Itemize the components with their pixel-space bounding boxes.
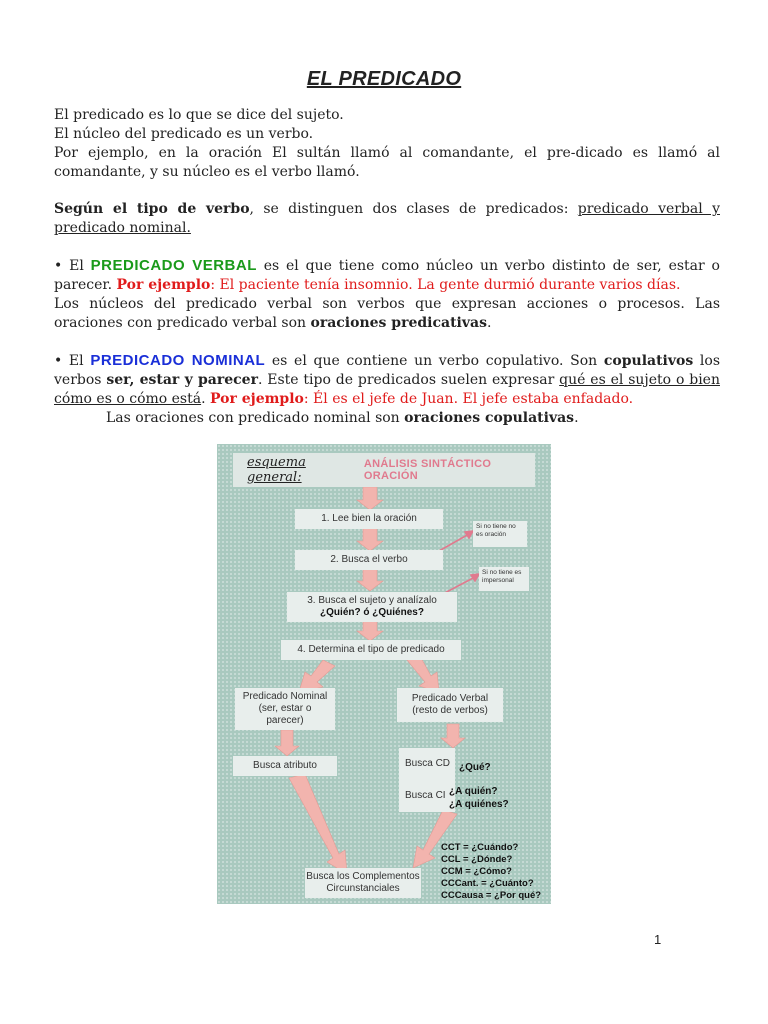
step-1-box <box>295 509 443 529</box>
arrow-icon <box>471 574 479 581</box>
arrow-down-right-icon <box>289 774 347 874</box>
step-3-question: ¿Quién? ó ¿Quiénes? <box>320 607 424 618</box>
tipos-lead: Según el tipo de verbo <box>54 201 250 217</box>
verbal-text-1: es el que tiene como núcleo un verbo distinto de ser, estar o parecer. <box>54 258 720 293</box>
verbal-ejemplo-text: : El paciente tenía insomnio. La gente durmió durante varios días. <box>210 277 681 293</box>
nominal-text-4: Las oraciones con predicado nominal son <box>106 410 405 426</box>
arrow-down-icon <box>275 730 299 756</box>
nominal-text-2: los verbos <box>54 353 721 388</box>
header-title: ANÁLISIS SINTÁCTICO ORACIÓN <box>363 458 492 482</box>
flowchart-header <box>233 453 535 487</box>
step-2-text: 2. Busca el verbo <box>330 554 408 565</box>
step-4-text: 4. Determina el tipo de predicado <box>297 644 445 655</box>
arrow-down-icon <box>441 724 465 748</box>
step-4-box <box>281 640 461 660</box>
nominal-underlined: qué es el sujeto o bien cómo es o cómo está <box>54 372 720 407</box>
verbal-box <box>397 688 503 722</box>
cd-text: Busca CD <box>405 758 451 769</box>
nominal-paragraph-2 <box>54 409 720 428</box>
note-no-oracion: Si no tiene no es oración <box>473 521 527 547</box>
cc-item: CCCant. = ¿Cuánto? <box>441 878 534 889</box>
tipos-text: , se distinguen dos clases de predicados: <box>249 201 578 217</box>
flowchart-image <box>217 444 551 904</box>
verbal-paragraph <box>54 256 720 295</box>
nominal-bold-2: ser, estar y parecer <box>106 372 258 388</box>
predicado-verbal-term: PREDICADO VERBAL <box>90 257 257 274</box>
verbal-dot: . <box>486 315 492 331</box>
intro-line-3: Por ejemplo, en la oración El sultán llamó al comandante, el pre-dicado es llamó al comandante, y su núcleo es el verbo llamó. <box>54 145 720 180</box>
intro-line-2: El núcleo del predicado es un verbo. <box>54 126 314 142</box>
nominal-ejemplo-label: Por ejemplo <box>210 391 304 407</box>
nominal-text-1: es el que contiene un verbo copulativo. Son <box>265 353 604 369</box>
cc-list <box>441 842 541 902</box>
nominal-bold-1: copulativos <box>603 353 694 369</box>
arrow-down-icon <box>357 487 383 510</box>
cc-item: CCCausa = ¿Por qué? <box>441 890 542 901</box>
nominal-paragraph <box>54 351 720 409</box>
verbal-box-text: Predicado Verbal (resto de verbos) <box>411 693 489 716</box>
nominal-ejemplo-text: : Él es el jefe de Juan. El jefe estaba enfadado. <box>303 391 634 407</box>
verbal-paragraph-2 <box>54 295 720 333</box>
header-handwritten: esquema general: <box>247 455 306 485</box>
cc-item: CCL = ¿Dónde? <box>441 854 513 865</box>
cc-box-text: Busca los Complementos Circunstanciales <box>306 871 420 894</box>
ci-question-2: ¿A quiénes? <box>449 799 509 810</box>
step-1-text: 1. Lee bien la oración <box>321 513 417 524</box>
verbal-bold-end: oraciones predicativas <box>310 315 487 331</box>
predicado-nominal-term: PREDICADO NOMINAL <box>90 352 266 369</box>
arrow-icon <box>465 531 473 538</box>
atributo-box <box>233 756 337 776</box>
ci-text: Busca CI <box>405 790 446 801</box>
verbal-ejemplo-label: Por ejemplo <box>116 277 211 293</box>
tipos-underlined: predicado verbal y predicado nominal. <box>54 201 720 236</box>
ci-question-1: ¿A quién? <box>449 786 498 797</box>
document-body <box>54 106 720 428</box>
step-3-box <box>287 592 457 622</box>
intro-line-1: El predicado es lo que se dice del sujeto. <box>54 107 344 123</box>
arrow-down-icon <box>357 528 383 551</box>
bullet: • El <box>54 258 91 274</box>
tipos-paragraph <box>54 200 720 238</box>
verbal-text-2: Los núcleos del predicado verbal son verbos que expresan acciones o procesos. Las oraciones con predicado verbal son <box>54 296 720 331</box>
nominal-box-text: Predicado Nominal (ser, estar o parecer) <box>242 691 328 726</box>
cc-item: CCT = ¿Cuándo? <box>441 842 519 853</box>
step-2-box <box>295 550 443 570</box>
nominal-text-3: . Este tipo de predicados suelen expresar <box>257 372 560 388</box>
cc-item: CCM = ¿Cómo? <box>441 866 512 877</box>
cd-question: ¿Qué? <box>459 762 491 773</box>
nominal-box <box>235 688 335 730</box>
atributo-text: Busca atributo <box>253 760 317 771</box>
nominal-dot-2: . <box>574 410 579 426</box>
bullet: • El <box>54 353 91 369</box>
step-3-text: 3. Busca el sujeto y analízalo <box>307 595 437 606</box>
arrow-down-icon <box>357 568 383 591</box>
page-title: EL PREDICADO <box>306 68 462 90</box>
page-number: 1 <box>654 932 662 947</box>
cd-ci-box <box>399 748 455 812</box>
cc-box <box>305 868 421 898</box>
nominal-bold-end: oraciones copulativas <box>404 410 575 426</box>
note-impersonal: Si no tiene es impersonal <box>479 567 529 591</box>
nominal-dot-1: . <box>201 391 210 407</box>
